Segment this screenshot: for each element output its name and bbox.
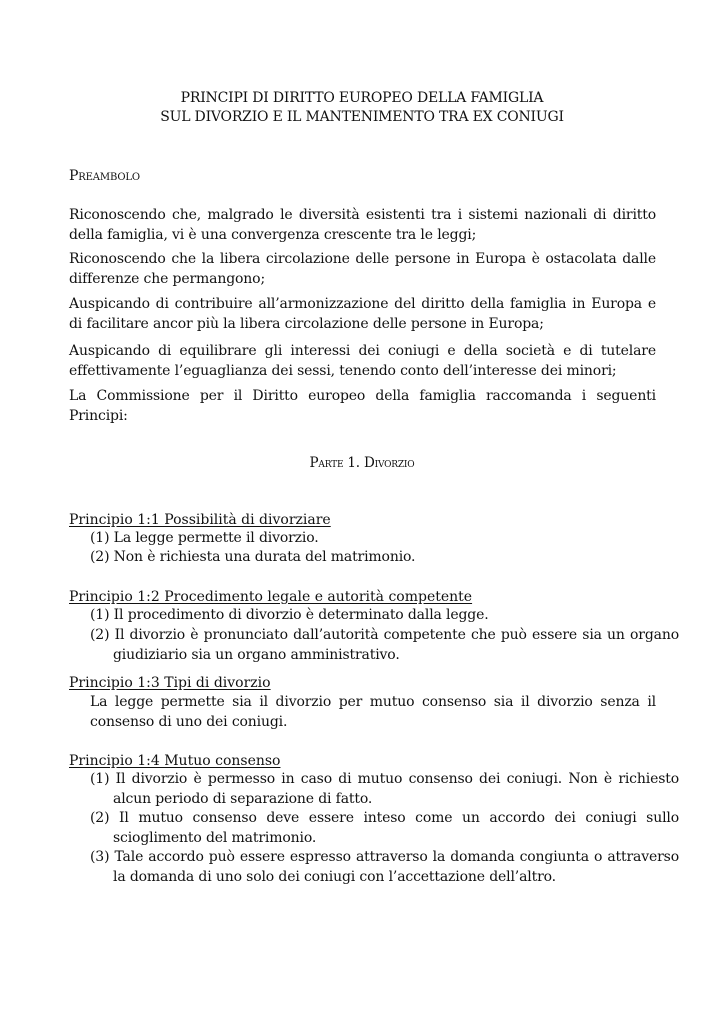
- principle-item: (2) Il divorzio è pronunciato dall’autorità competente che può essere sia un organo giudiziario sia un organo amministrativo.: [90, 627, 679, 663]
- principle-item: (2) Il mutuo consenso deve essere inteso come un accordo dei coniugi sullo scioglimento del matrimonio.: [90, 810, 679, 846]
- preamble-paragraph: La Commissione per il Diritto europeo della famiglia raccomanda i seguenti Principi:: [69, 388, 656, 424]
- preamble-heading: Preambolo: [69, 168, 140, 184]
- principle-title: Principio 1:3 Tipi di divorzio: [69, 675, 271, 691]
- document-title-line-2: SUL DIVORZIO E IL MANTENIMENTO TRA EX CONIUGI: [160, 109, 564, 125]
- principle-item: (2) Non è richiesta una durata del matrimonio.: [90, 549, 416, 565]
- part-heading: Parte 1. Divorzio: [309, 455, 415, 471]
- preamble-paragraph: Auspicando di equilibrare gli interessi dei coniugi e della società e di tutelare effettivamente l’eguaglianza dei sessi, tenendo conto dell’interesse dei minori;: [69, 343, 656, 379]
- principle-body: La legge permette sia il divorzio per mutuo consenso sia il divorzio senza il consenso di uno dei coniugi.: [90, 694, 656, 730]
- principle-title: Principio 1:4 Mutuo consenso: [69, 753, 281, 769]
- preamble-paragraph: Riconoscendo che la libera circolazione delle persone in Europa è ostacolata dalle differenze che permangono;: [69, 251, 656, 287]
- principle-title: Principio 1:1 Possibilità di divorziare: [69, 512, 331, 528]
- preamble-paragraph: Riconoscendo che, malgrado le diversità esistenti tra i sistemi nazionali di diritto della famiglia, vi è una convergenza crescente tra le leggi;: [69, 207, 656, 243]
- document-title-line-1: PRINCIPI DI DIRITTO EUROPEO DELLA FAMIGLIA: [180, 90, 544, 106]
- preamble-paragraph: Auspicando di contribuire all’armonizzazione del diritto della famiglia in Europa e di facilitare ancor più la libera circolazione delle persone in Europa;: [69, 296, 656, 332]
- principle-item: (3) Tale accordo può essere espresso attraverso la domanda congiunta o attraverso la domanda di uno solo dei coniugi con l’accettazione dell’altro.: [90, 849, 679, 885]
- principle-item: (1) La legge permette il divorzio.: [90, 530, 319, 546]
- principle-item: (1) Il procedimento di divorzio è determinato dalla legge.: [90, 607, 489, 623]
- principle-item: (1) Il divorzio è permesso in caso di mutuo consenso dei coniugi. Non è richiesto alcun periodo di separazione di fatto.: [90, 771, 679, 807]
- principle-title: Principio 1:2 Procedimento legale e autorità competente: [69, 589, 473, 605]
